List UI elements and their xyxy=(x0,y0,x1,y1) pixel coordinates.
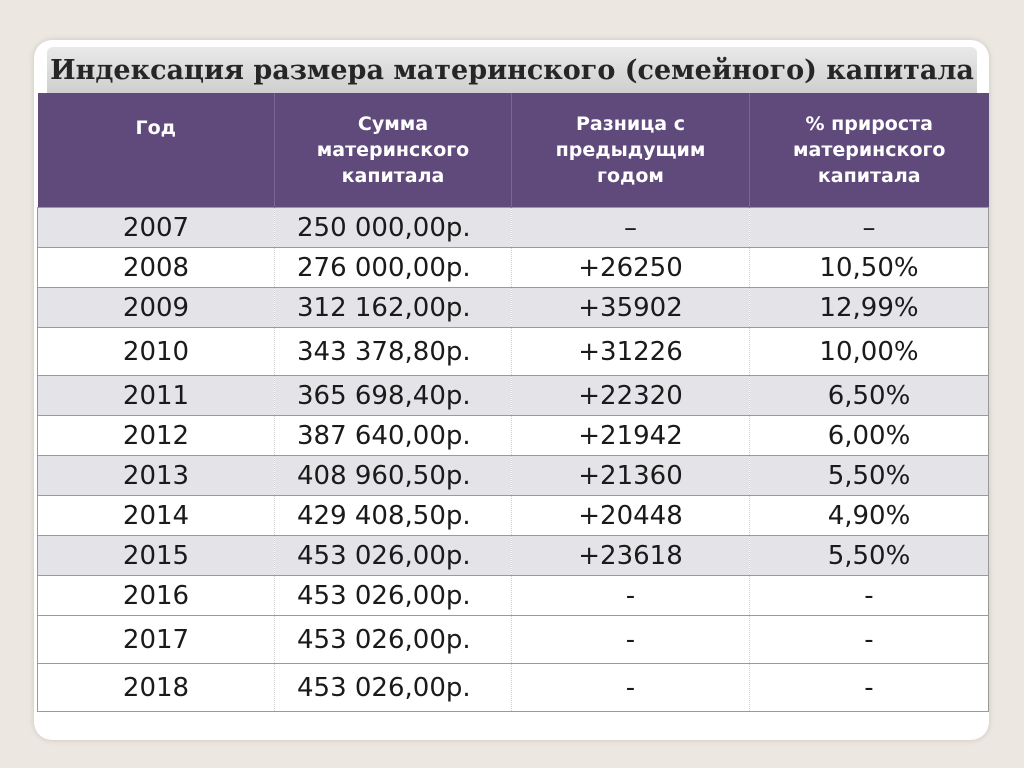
cell-percent: 12,99% xyxy=(750,288,989,328)
page-title: Индексация размера материнского (семейного) капитала xyxy=(50,54,974,86)
cell-diff: +21360 xyxy=(512,456,750,496)
cell-diff: +22320 xyxy=(512,376,750,416)
cell-year: 2009 xyxy=(38,288,275,328)
cell-year: 2015 xyxy=(38,536,275,576)
table-row xyxy=(38,616,989,664)
table-row xyxy=(38,376,989,416)
cell-diff: - xyxy=(512,576,750,616)
table-row xyxy=(38,208,989,248)
cell-percent: – xyxy=(750,208,989,248)
table-row xyxy=(38,456,989,496)
cell-sum: 453 026,00р. xyxy=(275,576,512,616)
column-header-percent-text: % прироста материнского капитала xyxy=(793,113,946,187)
table-row xyxy=(38,416,989,456)
cell-percent: - xyxy=(750,576,989,616)
cell-percent: 10,50% xyxy=(750,248,989,288)
table-row xyxy=(38,664,989,712)
capital-indexation-table xyxy=(37,93,989,712)
cell-sum: 276 000,00р. xyxy=(275,248,512,288)
cell-diff: - xyxy=(512,616,750,664)
table-row xyxy=(38,496,989,536)
cell-year: 2011 xyxy=(38,376,275,416)
table-header-row xyxy=(38,93,989,208)
cell-percent: 5,50% xyxy=(750,456,989,496)
cell-sum: 453 026,00р. xyxy=(275,536,512,576)
cell-sum: 387 640,00р. xyxy=(275,416,512,456)
cell-year: 2010 xyxy=(38,328,275,376)
cell-diff: +20448 xyxy=(512,496,750,536)
cell-percent: 6,50% xyxy=(750,376,989,416)
cell-percent: 6,00% xyxy=(750,416,989,456)
cell-year: 2008 xyxy=(38,248,275,288)
cell-year: 2013 xyxy=(38,456,275,496)
cell-percent: 10,00% xyxy=(750,328,989,376)
cell-percent: - xyxy=(750,616,989,664)
cell-sum: 453 026,00р. xyxy=(275,616,512,664)
cell-year: 2016 xyxy=(38,576,275,616)
cell-year: 2018 xyxy=(38,664,275,712)
column-header-percent xyxy=(750,93,989,208)
cell-percent: 4,90% xyxy=(750,496,989,536)
cell-diff: +35902 xyxy=(512,288,750,328)
cell-diff: +21942 xyxy=(512,416,750,456)
cell-diff: - xyxy=(512,664,750,712)
cell-sum: 312 162,00р. xyxy=(275,288,512,328)
column-header-diff-text: Разница с предыдущим годом xyxy=(555,113,706,187)
table-row xyxy=(38,536,989,576)
table-row xyxy=(38,576,989,616)
table-row xyxy=(38,288,989,328)
cell-sum: 408 960,50р. xyxy=(275,456,512,496)
cell-diff: +23618 xyxy=(512,536,750,576)
table-row xyxy=(38,248,989,288)
table-row xyxy=(38,328,989,376)
cell-sum: 453 026,00р. xyxy=(275,664,512,712)
cell-diff: +26250 xyxy=(512,248,750,288)
column-header-year: Год xyxy=(38,93,275,208)
column-header-diff xyxy=(512,93,750,208)
cell-year: 2012 xyxy=(38,416,275,456)
cell-diff: – xyxy=(512,208,750,248)
title-bar xyxy=(47,47,977,93)
column-header-sum-text: Сумма материнского капитала xyxy=(316,113,470,187)
cell-sum: 250 000,00р. xyxy=(275,208,512,248)
cell-percent: - xyxy=(750,664,989,712)
cell-sum: 343 378,80р. xyxy=(275,328,512,376)
column-header-sum xyxy=(275,93,512,208)
cell-sum: 429 408,50р. xyxy=(275,496,512,536)
cell-percent: 5,50% xyxy=(750,536,989,576)
cell-year: 2017 xyxy=(38,616,275,664)
cell-year: 2014 xyxy=(38,496,275,536)
cell-sum: 365 698,40р. xyxy=(275,376,512,416)
cell-year: 2007 xyxy=(38,208,275,248)
cell-diff: +31226 xyxy=(512,328,750,376)
